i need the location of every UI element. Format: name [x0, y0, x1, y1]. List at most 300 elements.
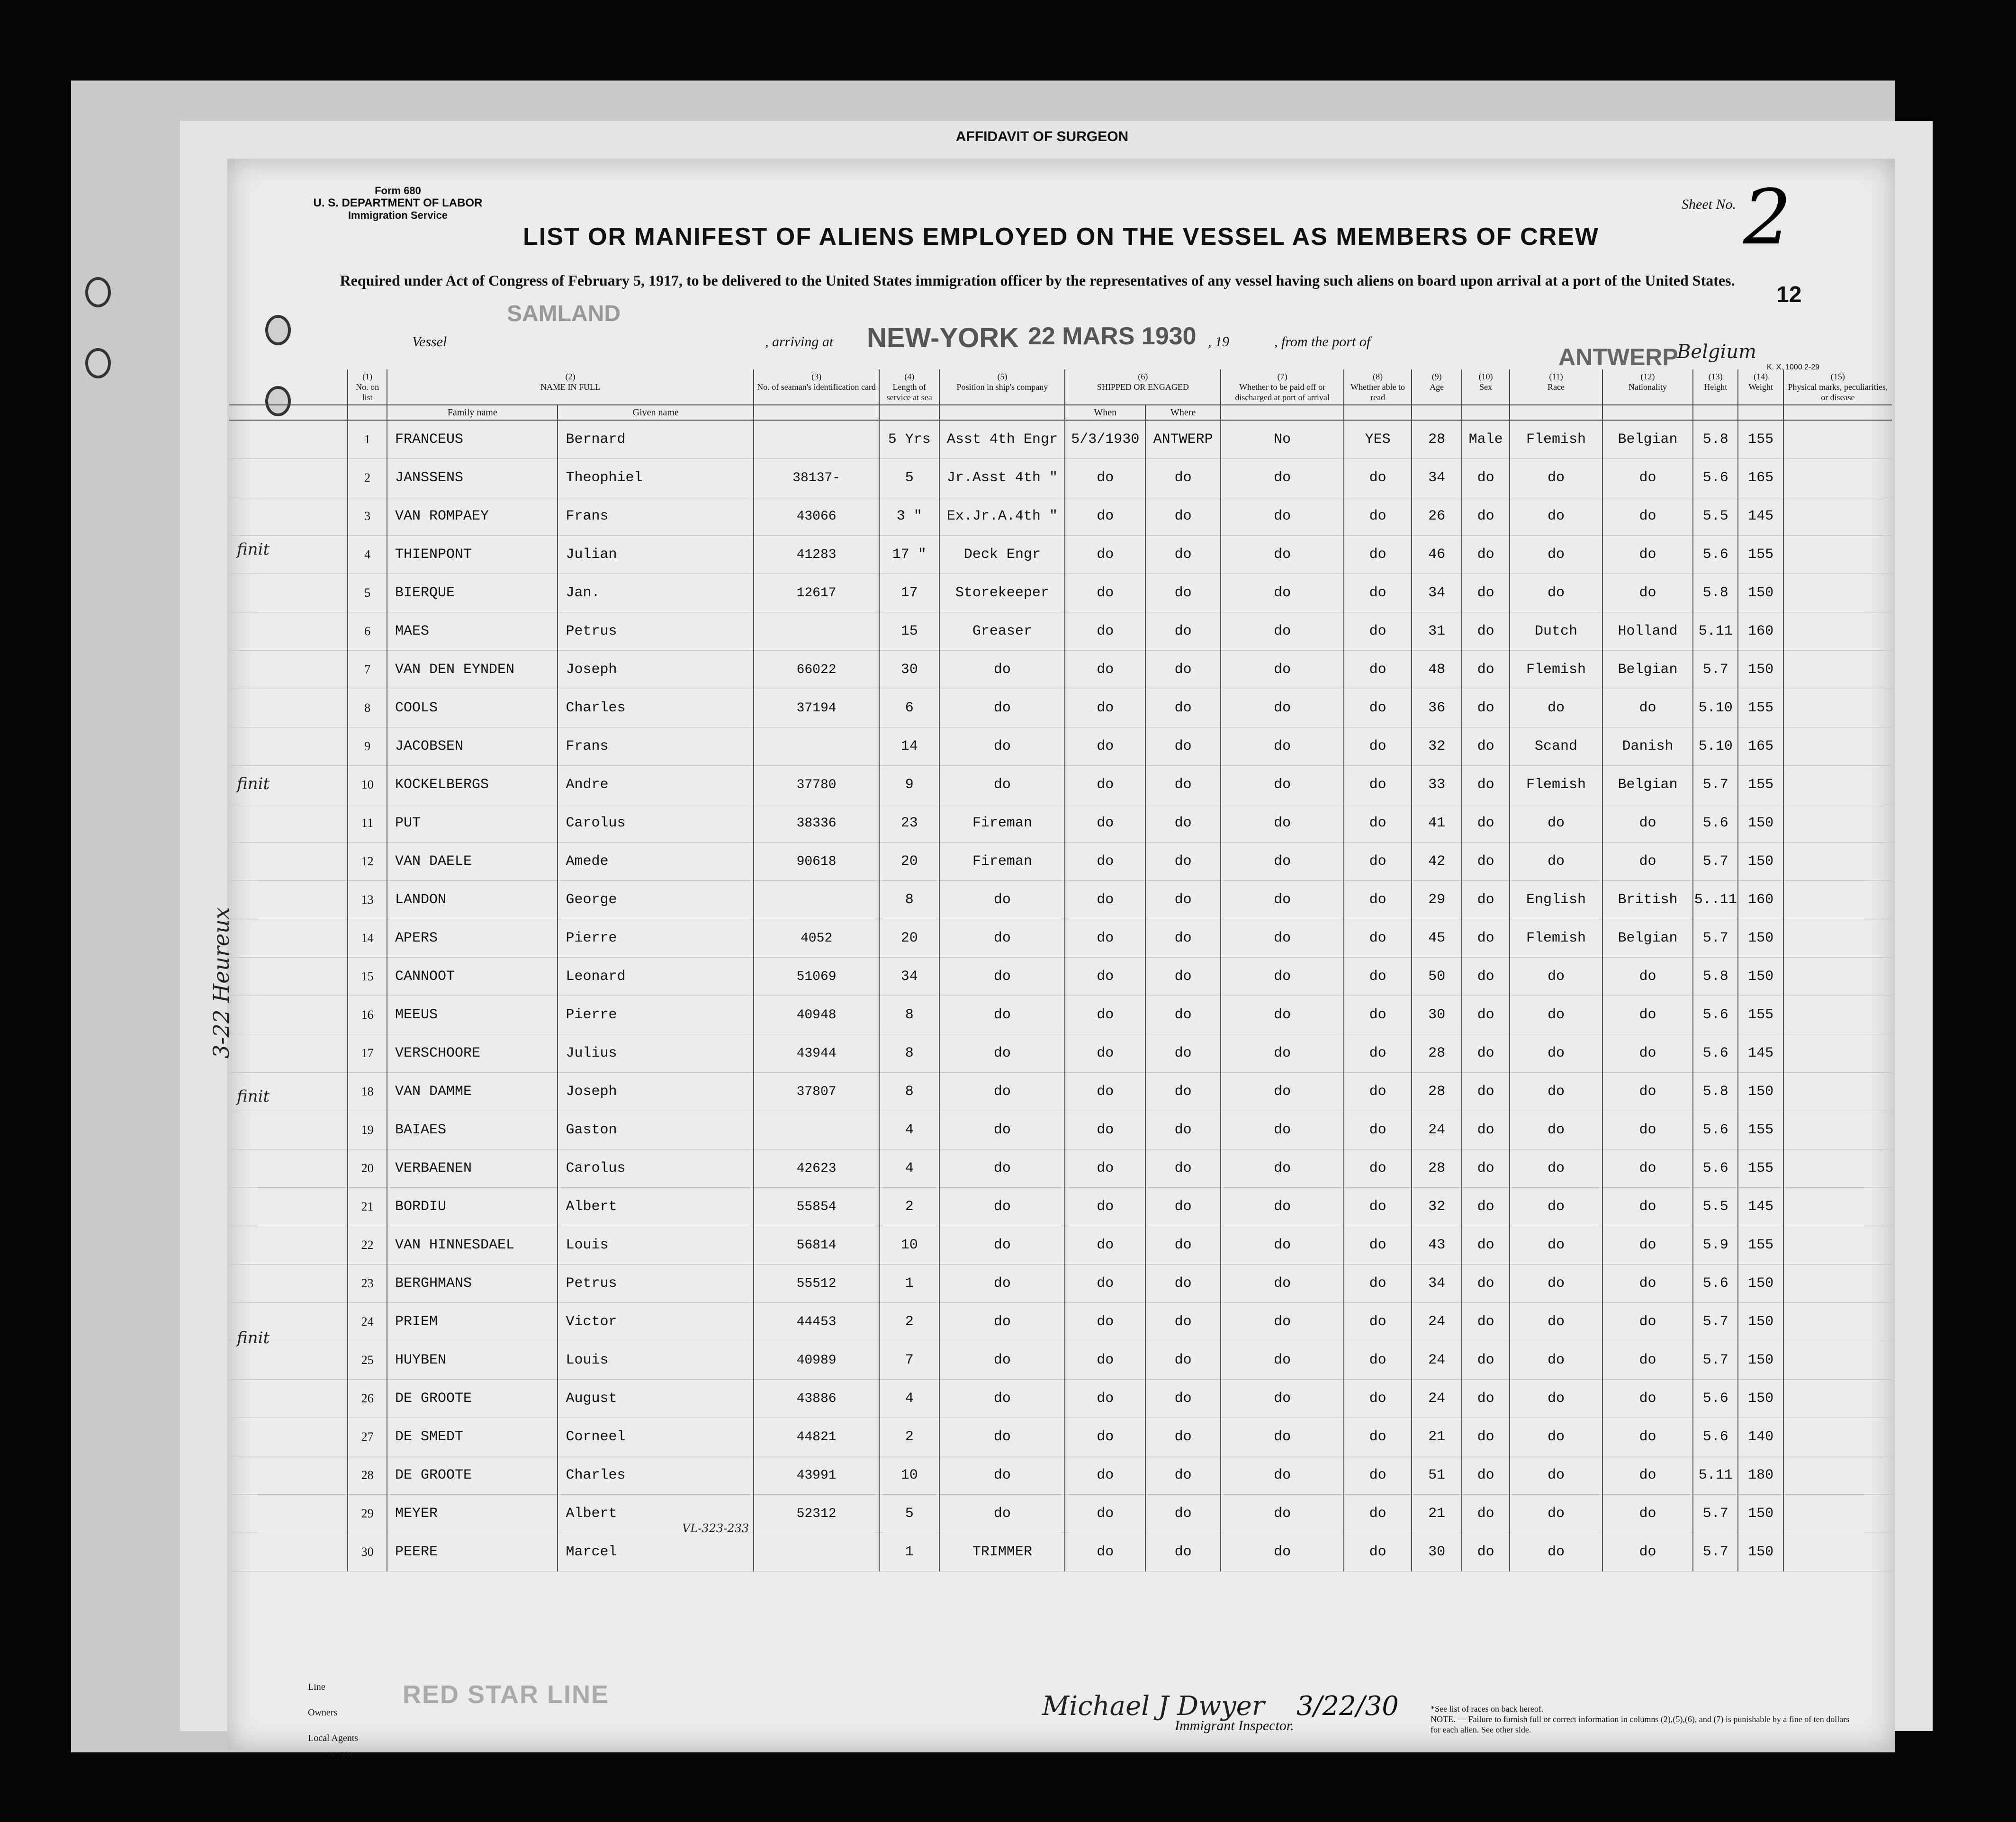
- table-row: [229, 651, 1892, 689]
- cell-family: PUT: [387, 804, 558, 843]
- cell-length: 15: [879, 612, 939, 651]
- cell-weight: 145: [1738, 497, 1783, 536]
- cell-height: 5.6: [1693, 804, 1738, 843]
- cell-when: do: [1065, 1226, 1145, 1265]
- cell-race: do: [1510, 1303, 1602, 1341]
- cell-nationality: do: [1602, 843, 1693, 881]
- cell-card: 44453: [754, 1303, 879, 1341]
- cell-family: PEERE: [387, 1533, 558, 1571]
- cell-weight: 155: [1738, 420, 1783, 459]
- cell-where: do: [1145, 689, 1221, 727]
- cell-race: Flemish: [1510, 651, 1602, 689]
- table-row: [229, 1380, 1892, 1418]
- table-row: [229, 536, 1892, 574]
- cell-read: do: [1344, 1303, 1412, 1341]
- cell-margin: [229, 1188, 348, 1226]
- cell-when: do: [1065, 612, 1145, 651]
- cell-when: do: [1065, 727, 1145, 766]
- cell-nationality: do: [1602, 1073, 1693, 1111]
- cell-family: FRANCEUS: [387, 420, 558, 459]
- cell-card: 90618: [754, 843, 879, 881]
- cell-when: do: [1065, 804, 1145, 843]
- cell-marks: [1783, 1533, 1892, 1571]
- cell-weight: 150: [1738, 843, 1783, 881]
- inspector-block: [1042, 1691, 1399, 1734]
- cell-card: 55854: [754, 1188, 879, 1226]
- cell-when: do: [1065, 1418, 1145, 1456]
- cell-marks: [1783, 651, 1892, 689]
- cell-age: 34: [1412, 1265, 1462, 1303]
- cell-height: 5.11: [1693, 1456, 1738, 1495]
- cell-race: do: [1510, 1111, 1602, 1149]
- cell-family: MEYER: [387, 1495, 558, 1533]
- cell-margin: [229, 1380, 348, 1418]
- form-number: Form 680: [375, 185, 421, 197]
- cell-read: do: [1344, 497, 1412, 536]
- cell-marks: [1783, 536, 1892, 574]
- cell-when: do: [1065, 919, 1145, 958]
- cell-read: do: [1344, 536, 1412, 574]
- cell-margin: [229, 689, 348, 727]
- cell-card: [754, 727, 879, 766]
- cell-length: 17 ": [879, 536, 939, 574]
- cell-where: do: [1145, 1418, 1221, 1456]
- cell-weight: 150: [1738, 1265, 1783, 1303]
- cell-read: do: [1344, 919, 1412, 958]
- cell-read: do: [1344, 1149, 1412, 1188]
- page-subtitle: Required under Act of Congress of February 5, 1917, to be delivered to the United States immigration officer by the representatives of any vessel having such aliens on board upon arrival at a port of the United States.: [340, 272, 1735, 289]
- cell-marks: [1783, 497, 1892, 536]
- cell-no: 3: [348, 497, 387, 536]
- cell-read: do: [1344, 612, 1412, 651]
- cell-age: 28: [1412, 1073, 1462, 1111]
- cell-paid: do: [1221, 459, 1344, 497]
- inspector-date: 3/22/30: [1296, 1691, 1399, 1722]
- cell-given: Victor: [558, 1303, 754, 1341]
- cell-age: 30: [1412, 1533, 1462, 1571]
- cell-read: do: [1344, 1226, 1412, 1265]
- agents-label: Local Agents: [308, 1733, 359, 1743]
- cell-nationality: do: [1602, 996, 1693, 1034]
- cell-height: 5.9: [1693, 1226, 1738, 1265]
- cell-marks: [1783, 1111, 1892, 1149]
- cell-read: do: [1344, 881, 1412, 919]
- cell-paid: do: [1221, 1226, 1344, 1265]
- cell-read: do: [1344, 1034, 1412, 1073]
- cell-given: Marcel: [558, 1533, 754, 1571]
- col-length-header: (4) Length of service at sea: [879, 369, 939, 405]
- cell-marks: [1783, 420, 1892, 459]
- cell-race: do: [1510, 574, 1602, 612]
- col-height-header: (13) Height: [1693, 369, 1738, 405]
- cell-weight: 150: [1738, 574, 1783, 612]
- cell-where: ANTWERP: [1145, 420, 1221, 459]
- cell-weight: 150: [1738, 651, 1783, 689]
- table-row: [229, 1303, 1892, 1341]
- cell-weight: 180: [1738, 1456, 1783, 1495]
- cell-read: do: [1344, 1533, 1412, 1571]
- cell-family: JACOBSEN: [387, 727, 558, 766]
- departure-port: ANTWERP: [1558, 344, 1678, 370]
- table-row: [229, 1341, 1892, 1380]
- cell-marks: [1783, 1495, 1892, 1533]
- cell-paid: do: [1221, 1341, 1344, 1380]
- cell-margin: [229, 919, 348, 958]
- cell-marks: [1783, 1188, 1892, 1226]
- cell-weight: 165: [1738, 727, 1783, 766]
- cell-weight: 150: [1738, 1533, 1783, 1571]
- reference-note: VL-323-233: [682, 1522, 749, 1535]
- cell-where: do: [1145, 1495, 1221, 1533]
- col-marks-header: (15) Physical marks, peculiarities, or disease: [1783, 369, 1892, 405]
- cell-no: 1: [348, 420, 387, 459]
- cell-nationality: Belgian: [1602, 420, 1693, 459]
- cell-marks: [1783, 1303, 1892, 1341]
- cell-race: Scand: [1510, 727, 1602, 766]
- cell-sex: do: [1462, 1073, 1510, 1111]
- cell-no: 14: [348, 919, 387, 958]
- cell-margin: [229, 843, 348, 881]
- cell-family: BAIAES: [387, 1111, 558, 1149]
- cell-position: Fireman: [939, 843, 1065, 881]
- cell-when: do: [1065, 1303, 1145, 1341]
- cell-where: do: [1145, 1188, 1221, 1226]
- cell-no: 17: [348, 1034, 387, 1073]
- cell-marks: [1783, 1226, 1892, 1265]
- cell-weight: 145: [1738, 1188, 1783, 1226]
- cell-read: do: [1344, 766, 1412, 804]
- cell-given: Petrus: [558, 1265, 754, 1303]
- cell-given: Gaston: [558, 1111, 754, 1149]
- cell-given: Charles: [558, 689, 754, 727]
- cell-where: do: [1145, 1265, 1221, 1303]
- table-row: [229, 1073, 1892, 1111]
- cell-family: COOLS: [387, 689, 558, 727]
- cell-weight: 150: [1738, 1303, 1783, 1341]
- cell-read: do: [1344, 1188, 1412, 1226]
- cell-marks: [1783, 1073, 1892, 1111]
- cell-race: Flemish: [1510, 420, 1602, 459]
- cell-age: 34: [1412, 459, 1462, 497]
- cell-height: 5.5: [1693, 497, 1738, 536]
- cell-given: Jan.: [558, 574, 754, 612]
- cell-marks: [1783, 574, 1892, 612]
- cell-length: 8: [879, 996, 939, 1034]
- col-position-header: (5) Position in ship's company: [939, 369, 1065, 405]
- cell-card: 38137-: [754, 459, 879, 497]
- table-row: [229, 1533, 1892, 1571]
- table-row: [229, 1226, 1892, 1265]
- cell-given: Andre: [558, 766, 754, 804]
- cell-weight: 155: [1738, 766, 1783, 804]
- cell-family: MAES: [387, 612, 558, 651]
- grid-reference: K. X. 1000 2-29: [1767, 363, 1820, 371]
- cell-sex: do: [1462, 651, 1510, 689]
- cell-length: 4: [879, 1149, 939, 1188]
- cell-when: do: [1065, 1073, 1145, 1111]
- cell-marks: [1783, 843, 1892, 881]
- cell-given: Pierre: [558, 996, 754, 1034]
- owners-label: Owners: [308, 1707, 338, 1718]
- cell-height: 5.11: [1693, 612, 1738, 651]
- cell-read: YES: [1344, 420, 1412, 459]
- cell-height: 5.7: [1693, 843, 1738, 881]
- col-sex-header: (10) Sex: [1462, 369, 1510, 405]
- cell-read: do: [1344, 996, 1412, 1034]
- cell-height: 5.8: [1693, 1073, 1738, 1111]
- cell-nationality: Holland: [1602, 612, 1693, 651]
- cell-read: do: [1344, 804, 1412, 843]
- cell-margin: [229, 1495, 348, 1533]
- table-row: [229, 766, 1892, 804]
- cell-length: 3 ": [879, 497, 939, 536]
- cell-length: 17: [879, 574, 939, 612]
- cell-age: 30: [1412, 996, 1462, 1034]
- cell-read: do: [1344, 958, 1412, 996]
- col-paid-header: (7) Whether to be paid off or discharged at port of arrival: [1221, 369, 1344, 405]
- cell-no: 8: [348, 689, 387, 727]
- cell-position: do: [939, 919, 1065, 958]
- cell-sex: do: [1462, 958, 1510, 996]
- cell-card: 43886: [754, 1380, 879, 1418]
- cell-position: do: [939, 766, 1065, 804]
- table-row: [229, 1265, 1892, 1303]
- cell-position: do: [939, 1495, 1065, 1533]
- cell-margin: [229, 497, 348, 536]
- cell-given: Albert: [558, 1188, 754, 1226]
- table-row: [229, 1495, 1892, 1533]
- cell-length: 5: [879, 459, 939, 497]
- cell-given: Amede: [558, 843, 754, 881]
- arriving-label: , arriving at: [765, 334, 834, 350]
- cell-card: 44821: [754, 1418, 879, 1456]
- cell-sex: do: [1462, 1034, 1510, 1073]
- cell-margin: [229, 420, 348, 459]
- cell-no: 9: [348, 727, 387, 766]
- cell-card: [754, 1111, 879, 1149]
- cell-weight: 155: [1738, 536, 1783, 574]
- cell-position: Storekeeper: [939, 574, 1065, 612]
- vessel-name: SAMLAND: [507, 301, 621, 326]
- cell-sex: do: [1462, 1226, 1510, 1265]
- crew-manifest-table: [229, 369, 1892, 1571]
- cell-height: 5.6: [1693, 1034, 1738, 1073]
- cell-length: 20: [879, 843, 939, 881]
- cell-read: do: [1344, 1111, 1412, 1149]
- cell-nationality: do: [1602, 1341, 1693, 1380]
- cell-nationality: Belgian: [1602, 919, 1693, 958]
- cell-no: 29: [348, 1495, 387, 1533]
- cell-card: [754, 420, 879, 459]
- cell-length: 30: [879, 651, 939, 689]
- cell-position: do: [939, 1226, 1065, 1265]
- cell-paid: do: [1221, 651, 1344, 689]
- inspector-signature: Michael J Dwyer: [1042, 1691, 1265, 1722]
- cell-sex: do: [1462, 574, 1510, 612]
- cell-given: Joseph: [558, 651, 754, 689]
- finit-mark: finit: [237, 1087, 270, 1106]
- cell-no: 19: [348, 1111, 387, 1149]
- cell-margin: [229, 804, 348, 843]
- cell-position: Jr.Asst 4th ": [939, 459, 1065, 497]
- cell-race: do: [1510, 996, 1602, 1034]
- cell-position: Ex.Jr.A.4th ": [939, 497, 1065, 536]
- cell-where: do: [1145, 1380, 1221, 1418]
- cell-height: 5.8: [1693, 420, 1738, 459]
- footer-labels: [308, 1674, 358, 1759]
- cell-position: do: [939, 1303, 1065, 1341]
- cell-weight: 155: [1738, 1226, 1783, 1265]
- cell-nationality: do: [1602, 1495, 1693, 1533]
- cell-race: Flemish: [1510, 766, 1602, 804]
- cell-card: 37194: [754, 689, 879, 727]
- cell-when: do: [1065, 1456, 1145, 1495]
- cell-no: 5: [348, 574, 387, 612]
- table-row: [229, 459, 1892, 497]
- cell-age: 43: [1412, 1226, 1462, 1265]
- cell-nationality: do: [1602, 1034, 1693, 1073]
- cell-no: 11: [348, 804, 387, 843]
- cell-given: Louis: [558, 1226, 754, 1265]
- cell-weight: 155: [1738, 1149, 1783, 1188]
- cell-card: 4052: [754, 919, 879, 958]
- cell-height: 5.10: [1693, 689, 1738, 727]
- cell-height: 5.6: [1693, 1380, 1738, 1418]
- cell-weight: 140: [1738, 1418, 1783, 1456]
- cell-weight: 155: [1738, 689, 1783, 727]
- cell-no: 23: [348, 1265, 387, 1303]
- cell-length: 2: [879, 1303, 939, 1341]
- inspector-label: Immigrant Inspector.: [1175, 1718, 1294, 1733]
- cell-read: do: [1344, 843, 1412, 881]
- col-name-header: (2) NAME IN FULL: [387, 369, 754, 405]
- cell-height: 5.8: [1693, 958, 1738, 996]
- cell-length: 9: [879, 766, 939, 804]
- cell-given: Corneel: [558, 1418, 754, 1456]
- punch-hole: [85, 277, 111, 307]
- table-row: [229, 574, 1892, 612]
- cell-where: do: [1145, 1341, 1221, 1380]
- cell-where: do: [1145, 1073, 1221, 1111]
- cell-length: 5: [879, 1495, 939, 1533]
- cell-read: do: [1344, 651, 1412, 689]
- cell-given: Joseph: [558, 1073, 754, 1111]
- cell-weight: 150: [1738, 804, 1783, 843]
- cell-read: do: [1344, 1380, 1412, 1418]
- cell-height: 5.6: [1693, 996, 1738, 1034]
- cell-nationality: do: [1602, 958, 1693, 996]
- cell-marks: [1783, 804, 1892, 843]
- cell-margin: [229, 459, 348, 497]
- cell-age: 31: [1412, 612, 1462, 651]
- cell-age: 29: [1412, 881, 1462, 919]
- cell-height: 5.7: [1693, 1341, 1738, 1380]
- cell-where: do: [1145, 1226, 1221, 1265]
- cell-no: 21: [348, 1188, 387, 1226]
- fine-note: NOTE. — Failure to furnish full or correct information in columns (2),(5),(6), and (7) is punishable by a fine of ten dollars for each alien. See other side.: [1431, 1714, 1850, 1734]
- cell-no: 6: [348, 612, 387, 651]
- cell-paid: No: [1221, 420, 1344, 459]
- cell-nationality: do: [1602, 1149, 1693, 1188]
- cell-marks: [1783, 1456, 1892, 1495]
- cell-position: do: [939, 1149, 1065, 1188]
- cell-age: 24: [1412, 1380, 1462, 1418]
- cell-age: 21: [1412, 1495, 1462, 1533]
- table-row: [229, 1456, 1892, 1495]
- cell-where: do: [1145, 1034, 1221, 1073]
- cell-race: do: [1510, 1380, 1602, 1418]
- cell-paid: do: [1221, 1418, 1344, 1456]
- cell-sex: Male: [1462, 420, 1510, 459]
- cell-marks: [1783, 1149, 1892, 1188]
- cell-given: Carolus: [558, 1149, 754, 1188]
- cell-family: DE GROOTE: [387, 1380, 558, 1418]
- cell-race: do: [1510, 1418, 1602, 1456]
- cell-family: JANSSENS: [387, 459, 558, 497]
- col-weight-header: (14) Weight: [1738, 369, 1783, 405]
- form-header: [308, 185, 488, 222]
- cell-family: VAN HINNESDAEL: [387, 1226, 558, 1265]
- cell-race: do: [1510, 958, 1602, 996]
- cell-length: 7: [879, 1341, 939, 1380]
- cell-marks: [1783, 881, 1892, 919]
- cell-nationality: do: [1602, 1533, 1693, 1571]
- cell-marks: [1783, 1418, 1892, 1456]
- cell-age: 32: [1412, 727, 1462, 766]
- cell-read: do: [1344, 1495, 1412, 1533]
- cell-given: Bernard: [558, 420, 754, 459]
- cell-sex: do: [1462, 881, 1510, 919]
- cell-height: 5.6: [1693, 1149, 1738, 1188]
- cell-no: 30: [348, 1533, 387, 1571]
- cell-height: 5.6: [1693, 1418, 1738, 1456]
- cell-age: 46: [1412, 536, 1462, 574]
- cell-sex: do: [1462, 1418, 1510, 1456]
- cell-position: do: [939, 881, 1065, 919]
- cell-race: do: [1510, 1265, 1602, 1303]
- cell-paid: do: [1221, 804, 1344, 843]
- cell-height: 5.7: [1693, 919, 1738, 958]
- cell-race: English: [1510, 881, 1602, 919]
- cell-paid: do: [1221, 1380, 1344, 1418]
- cell-length: 8: [879, 1034, 939, 1073]
- cell-when: do: [1065, 1341, 1145, 1380]
- cell-no: 28: [348, 1456, 387, 1495]
- cell-length: 20: [879, 919, 939, 958]
- cell-weight: 150: [1738, 919, 1783, 958]
- cell-paid: do: [1221, 1533, 1344, 1571]
- cell-sex: do: [1462, 497, 1510, 536]
- cell-height: 5.6: [1693, 1265, 1738, 1303]
- cell-age: 45: [1412, 919, 1462, 958]
- cell-race: do: [1510, 689, 1602, 727]
- cell-card: 43066: [754, 497, 879, 536]
- table-row: [229, 1188, 1892, 1226]
- cell-margin: [229, 727, 348, 766]
- cell-when: do: [1065, 689, 1145, 727]
- cell-given: Frans: [558, 727, 754, 766]
- cell-length: 6: [879, 689, 939, 727]
- cell-length: 8: [879, 881, 939, 919]
- departure-country: Belgium: [1677, 341, 1756, 363]
- cell-family: PRIEM: [387, 1303, 558, 1341]
- cell-no: 22: [348, 1226, 387, 1265]
- cell-paid: do: [1221, 689, 1344, 727]
- cell-where: do: [1145, 1111, 1221, 1149]
- cell-age: 28: [1412, 1149, 1462, 1188]
- cell-when: do: [1065, 1265, 1145, 1303]
- cell-when: do: [1065, 536, 1145, 574]
